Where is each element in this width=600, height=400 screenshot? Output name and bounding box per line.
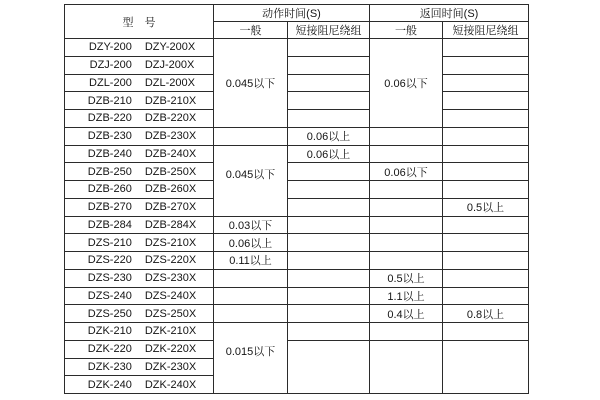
- model-name-primary: DZB-230: [87, 130, 132, 143]
- model-name-primary: DZK-230: [87, 360, 132, 373]
- action-general-cell: 0.11以上: [214, 252, 288, 270]
- return-damped-cell: [443, 127, 529, 145]
- model-name-primary: DZS-210: [87, 236, 132, 249]
- model-cell: [65, 110, 214, 128]
- header-return-damped: 短接阻尼绕组: [443, 22, 529, 39]
- action-general-cell: 0.045以下: [214, 145, 288, 216]
- model-name-primary: DZB-270: [87, 201, 132, 214]
- model-cell: [65, 376, 214, 394]
- model-name-variant: DZB-230X: [144, 130, 197, 143]
- return-damped-cell: 0.8以上: [443, 305, 529, 323]
- return-damped-cell: [443, 56, 529, 74]
- action-general-cell: 0.06以上: [214, 234, 288, 252]
- header-return-general: 一般: [370, 22, 443, 39]
- model-name-variant: DZB-250X: [144, 165, 197, 178]
- model-cell: [65, 269, 214, 287]
- model-name-primary: DZS-250: [87, 307, 132, 320]
- model-cell: [65, 145, 214, 163]
- model-name-variant: DZK-230X: [144, 360, 197, 373]
- header-action-damped: 短接阻尼绕组: [288, 22, 370, 39]
- model-name-primary: DZS-230: [87, 272, 132, 285]
- return-damped-cell: [443, 74, 529, 92]
- return-general-cell: [370, 323, 443, 341]
- return-damped-cell: [443, 269, 529, 287]
- table-row: [65, 234, 529, 252]
- action-general-cell: 0.015以下: [214, 323, 288, 394]
- table-row: [65, 110, 529, 128]
- table-row: [65, 39, 529, 57]
- return-general-cell: [370, 340, 443, 393]
- table-row: [65, 269, 529, 287]
- model-name-primary: DZL-200: [89, 76, 132, 89]
- return-general-cell: 1.1以上: [370, 287, 443, 305]
- model-name-primary: DZB-220: [87, 112, 132, 125]
- action-damped-cell: [288, 163, 370, 181]
- table-row: [65, 252, 529, 270]
- model-name-variant: DZB-220X: [144, 112, 197, 125]
- model-name-variant: DZB-270X: [144, 201, 197, 214]
- model-cell: [65, 127, 214, 145]
- table-row: [65, 181, 529, 199]
- model-name-variant: DZS-250X: [144, 307, 197, 320]
- action-damped-cell: [288, 340, 370, 393]
- model-cell: [65, 323, 214, 341]
- table-row: [65, 287, 529, 305]
- model-name-primary: DZB-240: [87, 147, 132, 160]
- return-damped-cell: [443, 340, 529, 393]
- return-damped-cell: [443, 287, 529, 305]
- table-row: [65, 198, 529, 216]
- model-cell: [65, 340, 214, 358]
- action-general-cell: 0.045以下: [214, 39, 288, 128]
- model-name-variant: DZL-200X: [144, 76, 195, 89]
- table-row: [65, 216, 529, 234]
- model-name-variant: DZK-220X: [144, 343, 197, 356]
- header-action-general: 一般: [214, 22, 288, 39]
- return-general-cell: [370, 127, 443, 145]
- return-general-cell: 0.06以下: [370, 163, 443, 181]
- model-cell: [65, 198, 214, 216]
- model-name-primary: DZK-220: [87, 343, 132, 356]
- model-cell: [65, 287, 214, 305]
- action-damped-cell: [288, 39, 370, 57]
- action-damped-cell: [288, 323, 370, 341]
- return-damped-cell: [443, 216, 529, 234]
- model-name-primary: DZB-284: [87, 218, 132, 231]
- return-general-cell: [370, 216, 443, 234]
- model-name-primary: DZB-260: [87, 183, 132, 196]
- action-general-cell: [214, 287, 288, 305]
- table-row: [65, 127, 529, 145]
- header-model: 型 号: [65, 5, 214, 39]
- return-general-cell: [370, 234, 443, 252]
- model-name-variant: DZB-210X: [144, 94, 197, 107]
- model-name-primary: DZB-250: [87, 165, 132, 178]
- model-cell: [65, 74, 214, 92]
- model-name-primary: DZB-210: [87, 94, 132, 107]
- model-name-primary: DZJ-200: [89, 59, 132, 72]
- model-cell: [65, 39, 214, 57]
- model-name-variant: DZS-230X: [144, 272, 197, 285]
- return-general-cell: 0.4以上: [370, 305, 443, 323]
- model-name-primary: DZY-200: [88, 41, 132, 54]
- return-general-cell: [370, 145, 443, 163]
- action-damped-cell: [288, 198, 370, 216]
- header-row-groups: [65, 5, 529, 22]
- action-general-cell: [214, 269, 288, 287]
- table-row: [65, 74, 529, 92]
- action-damped-cell: [288, 234, 370, 252]
- table-row: [65, 56, 529, 74]
- action-damped-cell: [288, 252, 370, 270]
- table-row: [65, 163, 529, 181]
- table-row: [65, 145, 529, 163]
- model-name-variant: DZS-220X: [144, 254, 197, 267]
- spec-table: [64, 4, 529, 394]
- action-damped-cell: [288, 74, 370, 92]
- action-damped-cell: 0.06以上: [288, 145, 370, 163]
- action-damped-cell: [288, 56, 370, 74]
- model-name-variant: DZB-284X: [144, 218, 197, 231]
- return-damped-cell: [443, 252, 529, 270]
- return-general-cell: [370, 198, 443, 216]
- action-damped-cell: [288, 269, 370, 287]
- model-cell: [65, 181, 214, 199]
- return-general-cell: 0.06以下: [370, 39, 443, 128]
- model-cell: [65, 234, 214, 252]
- return-general-cell: [370, 252, 443, 270]
- action-damped-cell: [288, 181, 370, 199]
- model-name-primary: DZK-240: [87, 378, 132, 391]
- model-name-variant: DZK-240X: [144, 378, 197, 391]
- model-cell: [65, 163, 214, 181]
- action-general-cell: [214, 127, 288, 145]
- model-name-variant: DZB-240X: [144, 147, 197, 160]
- model-name-primary: DZS-240: [87, 289, 132, 302]
- model-name-variant: DZS-210X: [144, 236, 197, 249]
- return-damped-cell: [443, 39, 529, 57]
- table-row: [65, 340, 529, 358]
- table-row: [65, 305, 529, 323]
- model-cell: [65, 252, 214, 270]
- model-cell: [65, 358, 214, 376]
- action-damped-cell: [288, 216, 370, 234]
- return-damped-cell: [443, 110, 529, 128]
- action-damped-cell: [288, 287, 370, 305]
- action-damped-cell: 0.06以上: [288, 127, 370, 145]
- model-name-variant: DZK-210X: [144, 325, 197, 338]
- action-damped-cell: [288, 92, 370, 110]
- action-damped-cell: [288, 305, 370, 323]
- return-general-cell: 0.5以上: [370, 269, 443, 287]
- model-cell: [65, 92, 214, 110]
- return-general-cell: [370, 181, 443, 199]
- model-name-primary: DZS-220: [87, 254, 132, 267]
- return-damped-cell: [443, 234, 529, 252]
- action-general-cell: [214, 305, 288, 323]
- model-cell: [65, 305, 214, 323]
- header-return-time: 返回时间(S): [370, 5, 529, 22]
- model-cell: [65, 56, 214, 74]
- return-damped-cell: [443, 163, 529, 181]
- return-damped-cell: [443, 145, 529, 163]
- model-cell: [65, 216, 214, 234]
- return-damped-cell: [443, 92, 529, 110]
- model-name-variant: DZB-260X: [144, 183, 197, 196]
- table-row: [65, 92, 529, 110]
- action-general-cell: 0.03以下: [214, 216, 288, 234]
- table-row: [65, 323, 529, 341]
- return-damped-cell: 0.5以上: [443, 198, 529, 216]
- model-name-variant: DZY-200X: [144, 41, 196, 54]
- return-damped-cell: [443, 323, 529, 341]
- header-action-time: 动作时间(S): [214, 5, 370, 22]
- action-damped-cell: [288, 110, 370, 128]
- return-damped-cell: [443, 181, 529, 199]
- model-name-variant: DZS-240X: [144, 289, 197, 302]
- model-name-variant: DZJ-200X: [144, 59, 195, 72]
- model-name-primary: DZK-210: [87, 325, 132, 338]
